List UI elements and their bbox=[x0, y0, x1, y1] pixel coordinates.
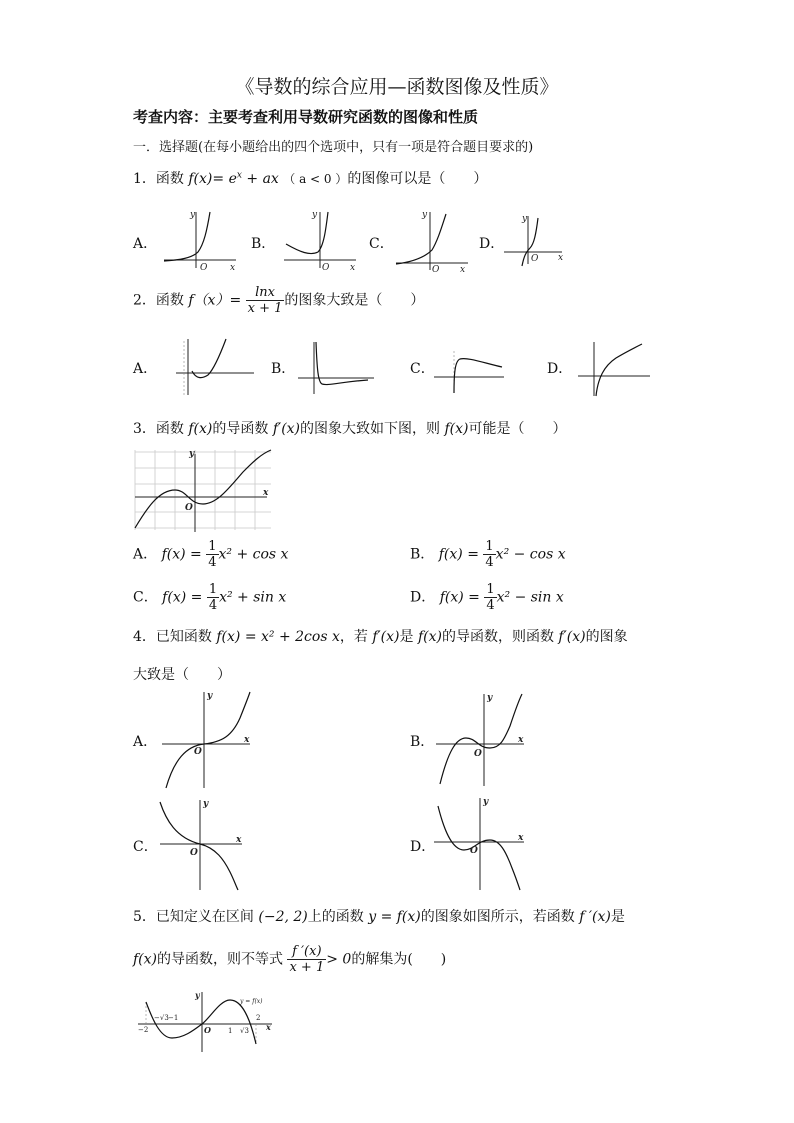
page-title: 《导数的综合应用—函数图像及性质》 bbox=[235, 76, 559, 98]
q4-option-b-label: B． bbox=[410, 734, 435, 750]
q4-option-d-label: D． bbox=[410, 839, 436, 855]
q2-option-c-graph bbox=[432, 345, 508, 397]
q3-option-c bbox=[133, 582, 286, 613]
q1-option-b-graph bbox=[280, 208, 360, 272]
q3a-n: 1 bbox=[208, 539, 217, 554]
q4b-y: y bbox=[487, 693, 493, 703]
q1-option-c-label: C． bbox=[369, 236, 394, 252]
q2-number: 2．函数 bbox=[133, 292, 184, 309]
q3-fx: f(x) bbox=[188, 421, 213, 437]
q3-y: y bbox=[189, 449, 195, 459]
q5-tick-msqrt: −√3 bbox=[154, 1014, 169, 1022]
q1-option-b-label: B． bbox=[251, 236, 276, 252]
q5-tick-p1: 1 bbox=[228, 1027, 233, 1035]
q5-fpx: f ′(x) bbox=[579, 909, 611, 925]
q1a-y: y bbox=[190, 210, 196, 220]
q5-line2-tail: 的解集为( ) bbox=[351, 951, 447, 968]
q3a-label: A． bbox=[133, 546, 158, 563]
q1a-x: x bbox=[230, 263, 236, 273]
q5-ineq-rhs: > 0 bbox=[326, 951, 352, 968]
q3d-rhs: x² − sin x bbox=[496, 589, 564, 606]
q5-line2 bbox=[133, 944, 446, 975]
q4d-origin: O bbox=[470, 846, 478, 856]
q4-mid2: 是 bbox=[399, 629, 414, 645]
question-1 bbox=[133, 168, 487, 188]
q4c-origin: O bbox=[190, 848, 198, 858]
q5-ineq-den: x + 1 bbox=[289, 960, 325, 975]
q3-origin: O bbox=[185, 503, 193, 513]
q2-numerator: lnx bbox=[246, 285, 285, 301]
q2-option-d-graph bbox=[576, 338, 652, 398]
q5-y: y bbox=[195, 990, 200, 1000]
question-5 bbox=[133, 906, 625, 926]
q4-fpx: f′(x) bbox=[372, 629, 400, 645]
q2-option-d-label: D． bbox=[547, 361, 573, 377]
q4b-origin: O bbox=[474, 749, 482, 759]
q2-tail: 的图象大致是（ ） bbox=[284, 292, 425, 309]
q5-tick-psqrt: √3 bbox=[240, 1027, 249, 1035]
q5-yfx: y = f(x) bbox=[368, 909, 421, 925]
section-heading: 一．选择题(在每小题给出的四个选项中，只有一项是符合题目要求的) bbox=[133, 140, 534, 155]
question-2 bbox=[133, 285, 424, 316]
q3c-rhs: x² + sin x bbox=[219, 589, 287, 606]
q3b-n: 1 bbox=[485, 539, 494, 554]
q3c-frac bbox=[207, 582, 219, 613]
q1d-origin: O bbox=[531, 254, 539, 264]
q1c-y: y bbox=[422, 210, 428, 220]
q5-inequality-fraction bbox=[287, 944, 326, 975]
q4d-y: y bbox=[483, 797, 489, 807]
q3-x: x bbox=[263, 488, 269, 498]
q4-fx: f(x) = x² + 2cos x bbox=[216, 629, 340, 645]
q4-option-c-graph bbox=[158, 798, 248, 892]
q2-fraction bbox=[246, 285, 285, 316]
q3-tail: 可能是（ ） bbox=[468, 421, 567, 437]
q4-tail: 的图象 bbox=[585, 629, 628, 645]
q1-option-d-graph bbox=[502, 212, 568, 268]
q2-option-b-graph bbox=[296, 338, 378, 398]
q1b-x: x bbox=[350, 263, 356, 273]
q3c-n: 1 bbox=[208, 582, 218, 597]
q5-x: x bbox=[266, 1022, 271, 1032]
q4c-y: y bbox=[203, 799, 209, 809]
q3d-label: D． bbox=[410, 589, 436, 606]
q5-mid: 上的函数 bbox=[307, 909, 364, 925]
q4a-y: y bbox=[207, 691, 213, 701]
q3-option-d bbox=[410, 582, 564, 613]
q1b-origin: O bbox=[322, 263, 330, 273]
q4a-x: x bbox=[244, 735, 250, 745]
q3-fpx: f′(x) bbox=[272, 421, 301, 437]
q3b-rhs: x² − cos x bbox=[495, 546, 566, 563]
q4-option-b-graph bbox=[434, 692, 534, 788]
q1b-y: y bbox=[312, 210, 318, 220]
q1-option-c-graph bbox=[392, 208, 472, 275]
q1-fx: f(x) bbox=[188, 171, 213, 187]
q3-fx2: f(x) bbox=[444, 421, 469, 437]
q5-interval: (−2, 2) bbox=[258, 909, 308, 925]
q2-option-b-label: B． bbox=[271, 361, 296, 377]
q4-number: 4．已知函数 bbox=[133, 629, 212, 645]
q3a-frac bbox=[206, 539, 218, 570]
q3-option-b bbox=[410, 539, 566, 570]
q2-option-c-label: C． bbox=[410, 361, 435, 377]
q1-number: 1．函数 bbox=[133, 171, 184, 187]
q3a-lhs: f(x) = bbox=[161, 546, 202, 563]
q4-option-c-label: C． bbox=[133, 839, 158, 855]
q3a-rhs: x² + cos x bbox=[218, 546, 289, 563]
q4-option-a-graph bbox=[160, 690, 260, 790]
q5-origin: O bbox=[204, 1025, 211, 1035]
q3c-label: C． bbox=[133, 589, 158, 606]
q1-option-d-label: D． bbox=[479, 236, 505, 252]
q3d-d: 4 bbox=[486, 598, 495, 613]
q5-line2-fx: f(x) bbox=[133, 951, 158, 968]
q5-tick-m2: −2 bbox=[138, 1026, 149, 1034]
q2-option-a-graph bbox=[174, 335, 260, 399]
q4c-x: x bbox=[236, 835, 242, 845]
q2-denominator: x + 1 bbox=[247, 301, 283, 316]
q3-mid: 的导函数 bbox=[212, 421, 269, 437]
q3c-d: 4 bbox=[208, 598, 218, 613]
q3d-n: 1 bbox=[486, 582, 495, 597]
q3a-d: 4 bbox=[208, 555, 217, 570]
q3d-lhs: f(x) = bbox=[439, 589, 480, 606]
exam-scope: 考查内容：主要考查利用导数研究函数的图像和性质 bbox=[133, 108, 479, 126]
q4a-origin: O bbox=[194, 747, 202, 757]
q1a-origin: O bbox=[200, 263, 208, 273]
q4b-x: x bbox=[518, 735, 524, 745]
q3d-frac bbox=[484, 582, 496, 613]
q4-mid3: 的导函数，则函数 bbox=[441, 629, 554, 645]
q4-mid: ，若 bbox=[339, 629, 368, 645]
q1-option-a-graph bbox=[160, 208, 240, 272]
question-4 bbox=[133, 626, 628, 646]
q3b-label: B． bbox=[410, 546, 435, 563]
q5-tick-p2: 2 bbox=[256, 1014, 261, 1022]
q5-function-graph bbox=[136, 990, 276, 1054]
q4-fpx2: f′(x) bbox=[558, 629, 586, 645]
q5-tail: 是 bbox=[610, 909, 625, 925]
q3b-lhs: f(x) = bbox=[438, 546, 479, 563]
q1d-x: x bbox=[558, 253, 564, 263]
q5-ineq-num: f ′(x) bbox=[287, 944, 326, 960]
q4-fx2: f(x) bbox=[417, 629, 442, 645]
q1c-x: x bbox=[460, 265, 466, 275]
q4-option-d-graph bbox=[432, 796, 532, 892]
q4-line2: 大致是（ ） bbox=[133, 667, 231, 683]
q3-mid2: 的图象大致如下图，则 bbox=[300, 421, 441, 437]
q1-option-a-label: A． bbox=[133, 236, 158, 252]
q1-tail: 的图像可以是（ ） bbox=[347, 171, 488, 187]
q3b-d: 4 bbox=[485, 555, 494, 570]
q5-number: 5．已知定义在区间 bbox=[133, 909, 254, 925]
q1-exp: x bbox=[236, 170, 242, 181]
q4-option-a-label: A． bbox=[133, 734, 158, 750]
q1c-origin: O bbox=[432, 265, 440, 275]
q5-tick-m1: −1 bbox=[168, 1014, 179, 1022]
q1-rest: + ax bbox=[241, 171, 279, 187]
q3-derivative-graph bbox=[133, 448, 275, 532]
q5-line2-mid: 的导函数，则不等式 bbox=[157, 951, 284, 968]
q1d-y: y bbox=[522, 214, 528, 224]
q4d-x: x bbox=[518, 833, 524, 843]
q3b-frac bbox=[483, 539, 495, 570]
q3c-lhs: f(x) = bbox=[162, 589, 203, 606]
q2-fx: f（x）= bbox=[188, 292, 242, 309]
q5-mid2: 的图象如图所示，若函数 bbox=[420, 909, 575, 925]
q3-number: 3．函数 bbox=[133, 421, 184, 437]
question-3 bbox=[133, 418, 567, 438]
q3-option-a bbox=[133, 539, 288, 570]
q1-eq: = e bbox=[212, 171, 237, 187]
q2-option-a-label: A． bbox=[133, 361, 158, 377]
q5-curve-label: y = f(x) bbox=[240, 998, 263, 1005]
q1-condition: （ a < 0 ） bbox=[283, 172, 348, 186]
